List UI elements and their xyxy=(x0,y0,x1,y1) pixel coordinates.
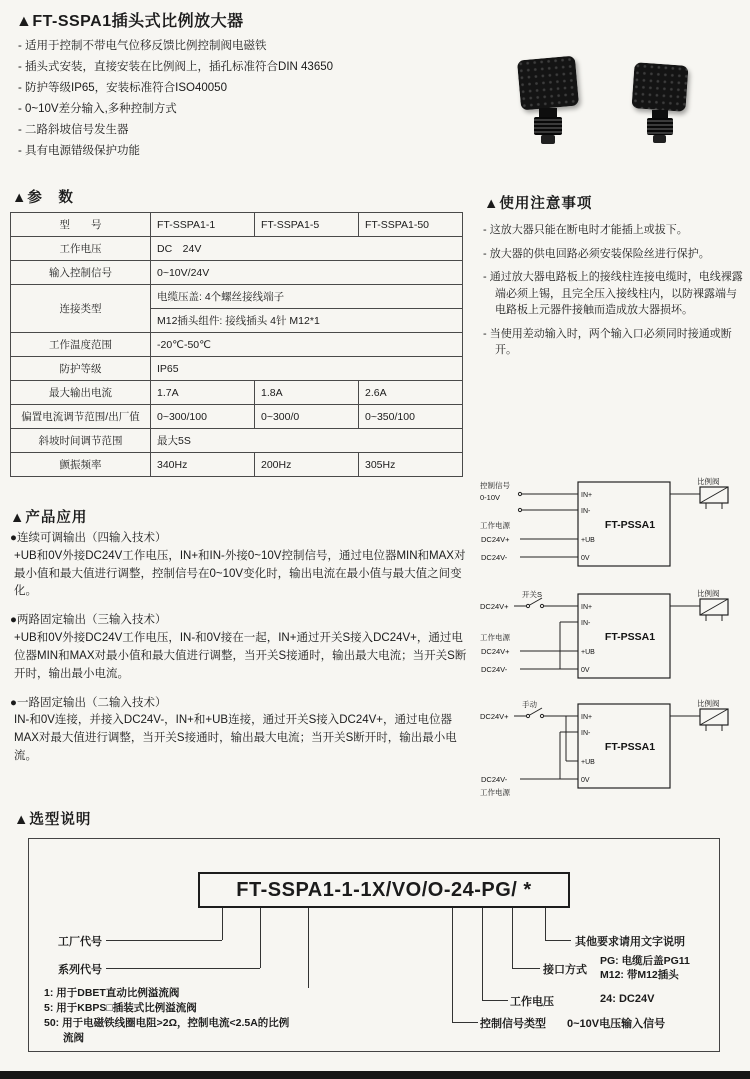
page-title: ▲FT-SSPA1插头式比例放大器 xyxy=(16,13,244,30)
valve-label: 比例阀 xyxy=(697,477,720,486)
amplifier-neck-image xyxy=(652,110,668,118)
power-minus-label: DC24V- xyxy=(481,553,508,562)
application-body: +UB和0V外接DC24V工作电压，IN+和IN-外接0~10V控制信号，通过电位器MIN和MAX对最小值和最大值进行调整，控制信号在0~10V变化时，输出电流在最小值与最大值之间变化。 xyxy=(14,549,466,598)
other-requirements-label: 其他要求请用文字说明 xyxy=(575,936,685,948)
series-code-label: 系列代号 xyxy=(58,964,102,976)
param-value-cell: 1.8A xyxy=(255,381,359,405)
note-item: - 这放大器只能在断电时才能插上或拔下。 xyxy=(483,224,688,236)
applications-list xyxy=(10,530,474,777)
amplifier-box-label: FT-PSSA1 xyxy=(604,519,656,531)
table-row xyxy=(11,213,463,237)
switch-symbol xyxy=(528,708,542,716)
pin-label: +UB xyxy=(581,759,595,766)
param-value-cell: 0~300/100 xyxy=(151,405,255,429)
connector-line xyxy=(545,940,571,941)
signal-label: 控制信号 xyxy=(480,481,510,490)
amplifier-tip-image xyxy=(653,135,666,143)
switch-symbol xyxy=(528,598,542,606)
pin-label: IN+ xyxy=(581,492,593,499)
interface-values xyxy=(600,954,690,982)
connector-line xyxy=(482,1000,508,1001)
amplifier-box-label: FT-PSSA1 xyxy=(604,631,656,643)
param-label-cell: 斜坡时间调节范围 xyxy=(11,429,151,453)
param-value-cell: 电缆压盖: 4个螺丝接线端子 xyxy=(151,285,463,309)
application-title: ●一路固定输出（二输入技术） xyxy=(10,696,167,709)
switch-label: 手动 xyxy=(522,700,537,709)
power-minus-label: DC24V- xyxy=(481,775,508,784)
param-value-cell: 0~300/0 xyxy=(255,405,359,429)
wire xyxy=(700,487,728,503)
ordering-code: FT-SSPA1-1-1X/VO/O-24-PG/ * xyxy=(198,872,570,908)
power-minus-label: DC24V- xyxy=(481,665,508,674)
terminal-node xyxy=(518,492,521,495)
param-value-cell: 最大5S xyxy=(151,429,463,453)
pin-label: IN- xyxy=(581,730,591,737)
ordering-heading: ▲选型说明 xyxy=(14,812,92,828)
scan-edge xyxy=(0,1071,750,1079)
feature-item: - 插头式安装，直接安装在比例阀上，插孔标准符合DIN 43650 xyxy=(18,61,334,73)
series-option: 1: 用于DBET直动比例溢流阀 xyxy=(44,987,180,999)
application-item xyxy=(10,530,474,601)
switch-line-label: DC24V+ xyxy=(480,712,509,721)
table-row xyxy=(11,429,463,453)
wire xyxy=(700,599,728,615)
connector-line xyxy=(452,908,453,1022)
table-row xyxy=(11,285,463,309)
amplifier-neck-image xyxy=(539,108,557,117)
table-row xyxy=(11,381,463,405)
connector-line xyxy=(260,908,261,968)
param-value-cell: M12插头组件: 接线插头 4针 M12*1 xyxy=(151,309,463,333)
pin-label: IN- xyxy=(581,508,591,515)
params-heading: ▲参 数 xyxy=(12,190,74,206)
switch-line-label: DC24V+ xyxy=(480,602,509,611)
application-body: +UB和0V外接DC24V工作电压，IN-和0V接在一起，IN+通过开关S接入DC24V+，通过电位器MIN和MAX对最小值和最大值进行调整，当开关S接通时，输出最大电流；当开关S断开时，输出最小电流。 xyxy=(14,632,467,680)
power-plus-label: DC24V+ xyxy=(481,647,510,656)
amplifier-connector-image xyxy=(647,118,673,135)
param-value-cell: FT-SSPA1-1 xyxy=(151,213,255,237)
series-options xyxy=(44,986,298,1046)
param-label-cell: 最大输出电流 xyxy=(11,381,151,405)
interface-value: M12: 带M12插头 xyxy=(600,969,679,981)
table-row xyxy=(11,237,463,261)
connector-line xyxy=(106,940,222,941)
note-item: - 放大器的供电回路必须安装保险丝进行保护。 xyxy=(483,247,710,260)
connector-line xyxy=(482,908,483,1000)
wiring-diagram-1 xyxy=(478,476,746,576)
working-voltage-value: 24: DC24V xyxy=(600,993,655,1005)
pin-label: IN- xyxy=(581,620,591,627)
amplifier-head-image xyxy=(631,62,688,112)
table-row xyxy=(11,261,463,285)
param-value-cell: DC 24V xyxy=(151,237,463,261)
pin-label: 0V xyxy=(581,777,590,784)
param-value-cell: 340Hz xyxy=(151,453,255,477)
signal-range-label: 0-10V xyxy=(480,493,501,502)
power-label: 工作电源 xyxy=(480,521,510,530)
feature-item: - 二路斜坡信号发生器 xyxy=(18,124,129,136)
pin-label: +UB xyxy=(581,537,595,544)
table-row xyxy=(11,405,463,429)
param-value-cell: IP65 xyxy=(151,357,463,381)
param-label-cell: 颤振频率 xyxy=(11,453,151,477)
param-label-cell: 工作温度范围 xyxy=(11,333,151,357)
amplifier-connector-image xyxy=(534,117,562,135)
note-item: - 当使用差动输入时，两个输入口必须同时接通或断开。 xyxy=(483,327,732,356)
connector-line xyxy=(222,908,223,940)
param-value-cell: 1.7A xyxy=(151,381,255,405)
connector-line xyxy=(452,1022,478,1023)
param-value-cell: FT-SSPA1-50 xyxy=(359,213,463,237)
param-value-cell: 200Hz xyxy=(255,453,359,477)
valve-label: 比例阀 xyxy=(697,589,720,598)
amplifier-tip-image xyxy=(541,135,555,144)
switch-label: 开关S xyxy=(522,590,543,599)
control-signal-value: 0~10V电压输入信号 xyxy=(567,1018,666,1030)
valve-label: 比例阀 xyxy=(697,699,720,708)
working-voltage-label: 工作电压 xyxy=(510,996,554,1008)
feature-item: - 适用于控制不带电气位移反馈比例控制阀电磁铁 xyxy=(18,40,267,52)
wire xyxy=(700,709,728,725)
interface-value: PG: 电缆后盖PG11 xyxy=(600,955,690,967)
connector-line xyxy=(512,908,513,968)
power-label: 工作电源 xyxy=(480,633,510,642)
application-item xyxy=(10,612,474,683)
param-label-cell: 连接类型 xyxy=(11,285,151,333)
application-item xyxy=(10,695,474,766)
note-item: - 通过放大器电路板上的接线柱连接电缆时，电线裸露端必须上锡，且完全压入接线柱内，以防裸露端与电路板上元器件接触而造成放大器损坏。 xyxy=(483,271,743,316)
series-option: 5: 用于KBPS□插装式比例溢流阀 xyxy=(44,1002,197,1014)
feature-item: - 防护等级IP65，安装标准符合ISO40050 xyxy=(18,82,227,94)
terminal-node xyxy=(526,604,529,607)
wiring-diagram-3 xyxy=(478,698,746,798)
terminal-node xyxy=(526,714,529,717)
pin-label: IN+ xyxy=(581,604,593,611)
wiring-diagram-2 xyxy=(478,588,746,688)
notes-list xyxy=(483,222,745,366)
param-label-cell: 偏置电流调节范围/出厂值 xyxy=(11,405,151,429)
application-body: IN-和0V连接，并接入DC24V-，IN+和+UB连接，通过开关S接入DC24V+，通过电位器MAX对最大值进行调整，当开关S接通时，输出最大电流；当开关S断开时，输出最小电流。 xyxy=(14,714,457,762)
feature-list xyxy=(18,36,498,162)
table-row xyxy=(11,453,463,477)
connector-line xyxy=(106,968,260,969)
product-photos xyxy=(505,52,735,167)
param-label-cell: 输入控制信号 xyxy=(11,261,151,285)
amplifier-box-label: FT-PSSA1 xyxy=(604,741,656,753)
param-label-cell: 工作电压 xyxy=(11,237,151,261)
applications-heading: ▲产品应用 xyxy=(10,510,88,526)
application-title: ●连续可调输出（四输入技术） xyxy=(10,532,167,544)
application-title: ●两路固定输出（三输入技术） xyxy=(10,614,167,627)
param-label-cell: 防护等级 xyxy=(11,357,151,381)
feature-item: - 0~10V差分输入,多种控制方式 xyxy=(18,103,177,115)
param-value-cell: FT-SSPA1-5 xyxy=(255,213,359,237)
table-row xyxy=(11,357,463,381)
param-value-cell: 305Hz xyxy=(359,453,463,477)
table-row xyxy=(11,333,463,357)
feature-item: - 具有电源错级保护功能 xyxy=(18,145,141,157)
param-label-cell: 型 号 xyxy=(11,213,151,237)
pin-label: +UB xyxy=(581,649,595,656)
pin-label: IN+ xyxy=(581,714,593,721)
terminal-node xyxy=(540,714,543,717)
params-table xyxy=(10,212,463,477)
connector-line xyxy=(308,908,309,988)
notes-heading: ▲使用注意事项 xyxy=(484,196,593,212)
param-value-cell: 2.6A xyxy=(359,381,463,405)
pin-label: 0V xyxy=(581,555,590,562)
power-label: 工作电源 xyxy=(480,788,510,797)
terminal-node xyxy=(540,604,543,607)
connector-line xyxy=(512,968,540,969)
control-signal-label: 控制信号类型 xyxy=(480,1018,546,1030)
interface-type-label: 接口方式 xyxy=(543,964,587,976)
amplifier-head-image xyxy=(517,56,579,111)
series-option: 50: 用于电磁铁线圈电阻>2Ω，控制电流<2.5A的比例流阀 xyxy=(44,1017,290,1044)
connector-line xyxy=(545,908,546,940)
terminal-node xyxy=(518,508,521,511)
factory-code-label: 工厂代号 xyxy=(58,936,102,948)
param-value-cell: -20℃-50℃ xyxy=(151,333,463,357)
pin-label: 0V xyxy=(581,667,590,674)
param-value-cell: 0~10V/24V xyxy=(151,261,463,285)
param-value-cell: 0~350/100 xyxy=(359,405,463,429)
power-plus-label: DC24V+ xyxy=(481,535,510,544)
